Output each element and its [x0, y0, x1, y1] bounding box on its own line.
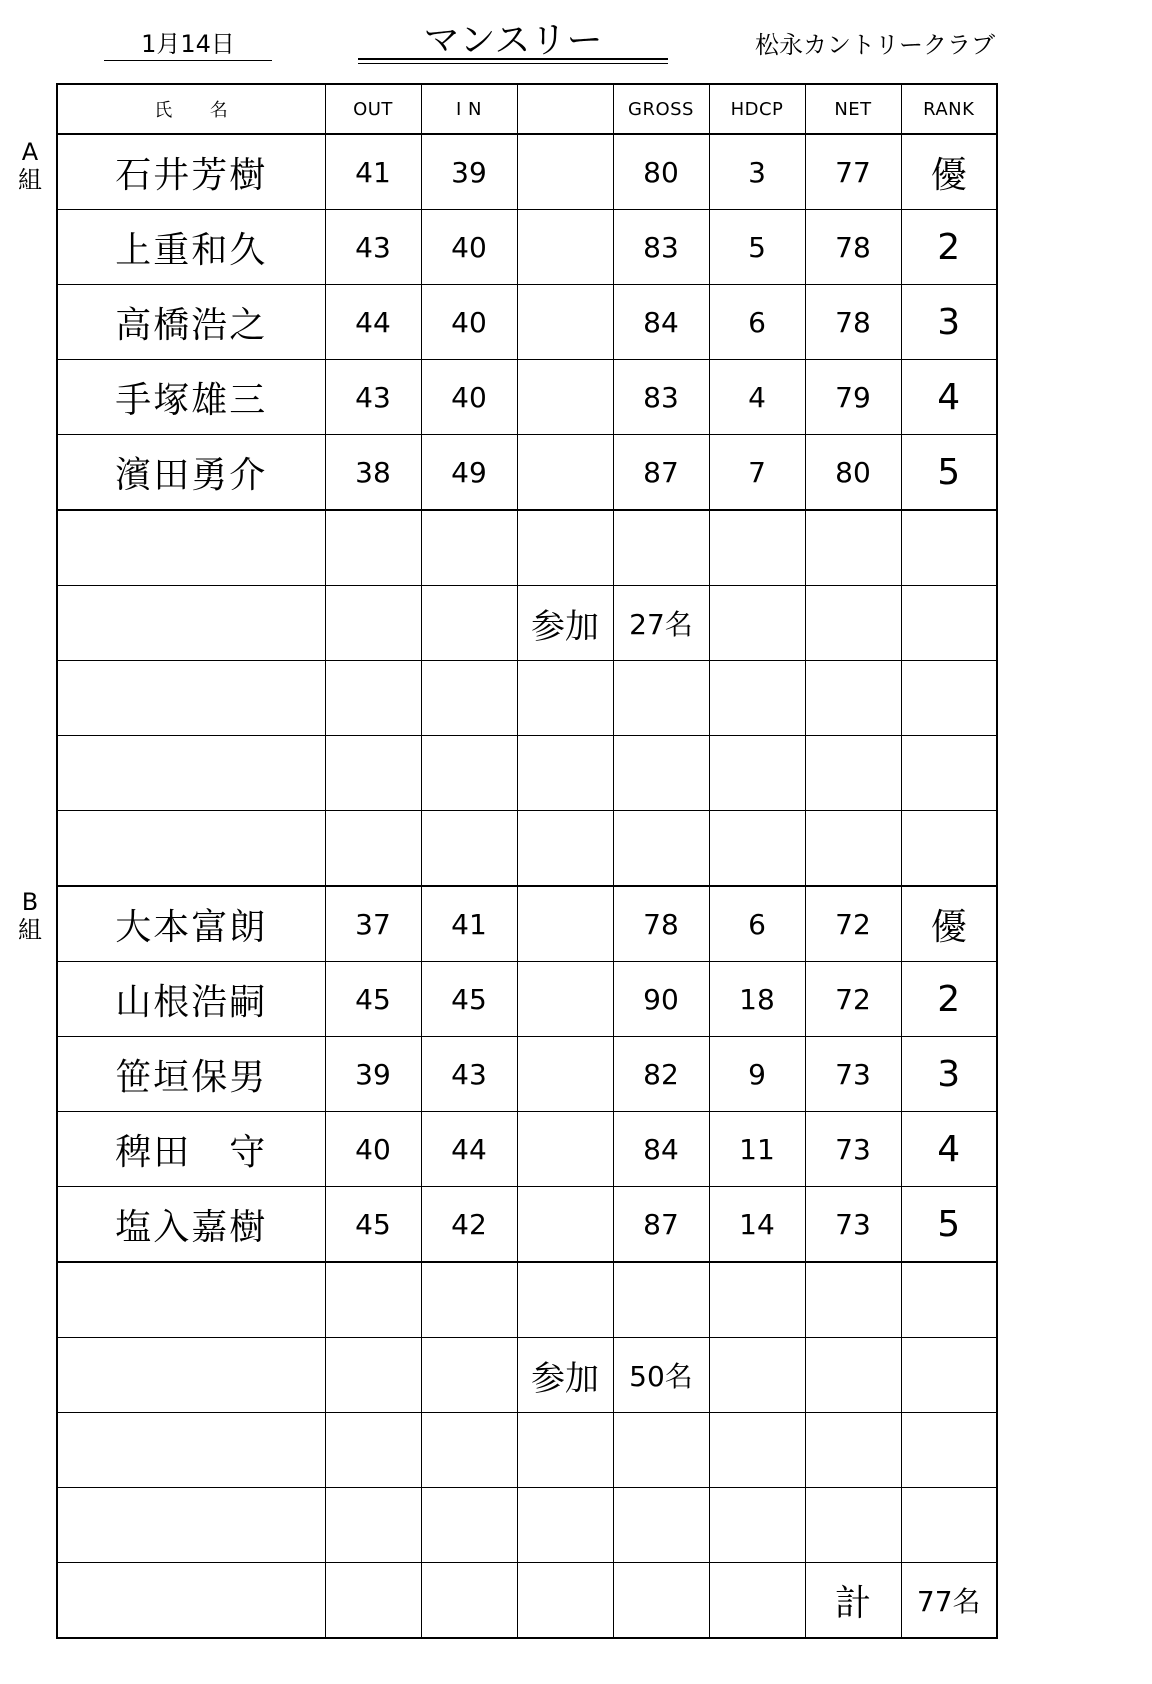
blank-cell: [517, 134, 613, 210]
hdcp-value: 9: [709, 1037, 805, 1112]
empty-row: [57, 811, 997, 887]
total-label: 計: [805, 1563, 901, 1639]
participation-count: 27名: [613, 586, 709, 661]
rank-value: 4: [901, 1112, 997, 1187]
col-header-out: OUT: [325, 84, 421, 134]
participation-label: 参加: [517, 586, 613, 661]
hdcp-value: 3: [709, 134, 805, 210]
player-name: 山根浩嗣: [57, 962, 325, 1037]
in-score: 43: [421, 1037, 517, 1112]
group-b-kumi: 組: [18, 916, 42, 944]
gross-score: 84: [613, 1112, 709, 1187]
participation-count: 50名: [613, 1338, 709, 1413]
date: 1月14日: [141, 30, 235, 58]
gross-score: 83: [613, 360, 709, 435]
participation-row-b: [57, 1338, 997, 1413]
player-name: 笹垣保男: [57, 1037, 325, 1112]
table-row: [57, 360, 997, 435]
out-score: 41: [325, 134, 421, 210]
gross-score: 83: [613, 210, 709, 285]
net-score: 72: [805, 886, 901, 962]
in-score: 40: [421, 285, 517, 360]
empty-row: [57, 510, 997, 586]
table-row: [57, 285, 997, 360]
in-score: 40: [421, 360, 517, 435]
net-score: 78: [805, 210, 901, 285]
hdcp-value: 6: [709, 285, 805, 360]
in-score: 44: [421, 1112, 517, 1187]
net-score: 78: [805, 285, 901, 360]
out-score: 39: [325, 1037, 421, 1112]
hdcp-value: 7: [709, 435, 805, 511]
out-score: 40: [325, 1112, 421, 1187]
rank-value: 5: [901, 435, 997, 511]
hdcp-value: 11: [709, 1112, 805, 1187]
rank-value: 2: [901, 210, 997, 285]
net-score: 77: [805, 134, 901, 210]
empty-row: [57, 736, 997, 811]
blank-cell: [517, 962, 613, 1037]
table-row: [57, 134, 997, 210]
player-name: 塩入嘉樹: [57, 1187, 325, 1263]
out-score: 43: [325, 210, 421, 285]
net-score: 80: [805, 435, 901, 511]
col-header-gross: GROSS: [613, 84, 709, 134]
total-count: 77名: [901, 1563, 997, 1639]
table-row: [57, 962, 997, 1037]
participation-label: 参加: [517, 1338, 613, 1413]
player-name: 高橋浩之: [57, 285, 325, 360]
in-score: 40: [421, 210, 517, 285]
player-name: 上重和久: [57, 210, 325, 285]
group-b-letter: B: [21, 888, 39, 916]
hdcp-value: 4: [709, 360, 805, 435]
blank-cell: [517, 360, 613, 435]
gross-score: 90: [613, 962, 709, 1037]
gross-score: 87: [613, 1187, 709, 1263]
rank-value: 2: [901, 962, 997, 1037]
blank-cell: [517, 1187, 613, 1263]
page-title: マンスリー: [423, 20, 603, 61]
hdcp-value: 5: [709, 210, 805, 285]
participation-row-a: [57, 586, 997, 661]
table-row: [57, 435, 997, 511]
total-row: [57, 1563, 997, 1639]
rank-value: 優: [901, 886, 997, 962]
col-header-net: NET: [805, 84, 901, 134]
out-score: 38: [325, 435, 421, 511]
in-score: 45: [421, 962, 517, 1037]
in-score: 39: [421, 134, 517, 210]
hdcp-value: 18: [709, 962, 805, 1037]
out-score: 43: [325, 360, 421, 435]
player-name: 手塚雄三: [57, 360, 325, 435]
results-table: [56, 83, 998, 1639]
player-name: 大本富朗: [57, 886, 325, 962]
rank-value: 5: [901, 1187, 997, 1263]
out-score: 45: [325, 962, 421, 1037]
table-row: [57, 1187, 997, 1263]
blank-cell: [517, 886, 613, 962]
blank-cell: [517, 285, 613, 360]
rank-value: 3: [901, 285, 997, 360]
gross-score: 78: [613, 886, 709, 962]
col-header-hdcp: HDCP: [709, 84, 805, 134]
table-row: [57, 886, 997, 962]
gross-score: 80: [613, 134, 709, 210]
net-score: 72: [805, 962, 901, 1037]
col-header-name: 氏 名: [57, 84, 325, 134]
col-header-blank: [517, 84, 613, 134]
blank-cell: [517, 435, 613, 511]
col-header-in: I N: [421, 84, 517, 134]
net-score: 73: [805, 1187, 901, 1263]
in-score: 41: [421, 886, 517, 962]
title-underline-thin: [358, 63, 668, 64]
table-row: [57, 1037, 997, 1112]
table-row: [57, 210, 997, 285]
rank-value: 優: [901, 134, 997, 210]
hdcp-value: 14: [709, 1187, 805, 1263]
date-underline: [104, 60, 272, 61]
table-header-row: [57, 84, 997, 134]
gross-score: 84: [613, 285, 709, 360]
hdcp-value: 6: [709, 886, 805, 962]
col-header-rank: RANK: [901, 84, 997, 134]
empty-row: [57, 661, 997, 736]
out-score: 37: [325, 886, 421, 962]
player-name: 石井芳樹: [57, 134, 325, 210]
player-name: 濱田勇介: [57, 435, 325, 511]
group-a-label: [12, 138, 48, 194]
gross-score: 82: [613, 1037, 709, 1112]
net-score: 73: [805, 1037, 901, 1112]
group-b-label: [12, 888, 48, 944]
rank-value: 4: [901, 360, 997, 435]
empty-row: [57, 1413, 997, 1488]
club-name: 松永カントリークラブ: [755, 31, 995, 59]
table-row: [57, 1112, 997, 1187]
blank-cell: [517, 1037, 613, 1112]
blank-cell: [517, 210, 613, 285]
out-score: 44: [325, 285, 421, 360]
empty-row: [57, 1488, 997, 1563]
in-score: 49: [421, 435, 517, 511]
empty-row: [57, 1262, 997, 1338]
net-score: 79: [805, 360, 901, 435]
blank-cell: [517, 1112, 613, 1187]
gross-score: 87: [613, 435, 709, 511]
group-a-kumi: 組: [18, 166, 42, 194]
net-score: 73: [805, 1112, 901, 1187]
title-underline: [358, 58, 668, 60]
in-score: 42: [421, 1187, 517, 1263]
player-name: 稗田 守: [57, 1112, 325, 1187]
out-score: 45: [325, 1187, 421, 1263]
group-a-letter: A: [21, 138, 39, 166]
rank-value: 3: [901, 1037, 997, 1112]
